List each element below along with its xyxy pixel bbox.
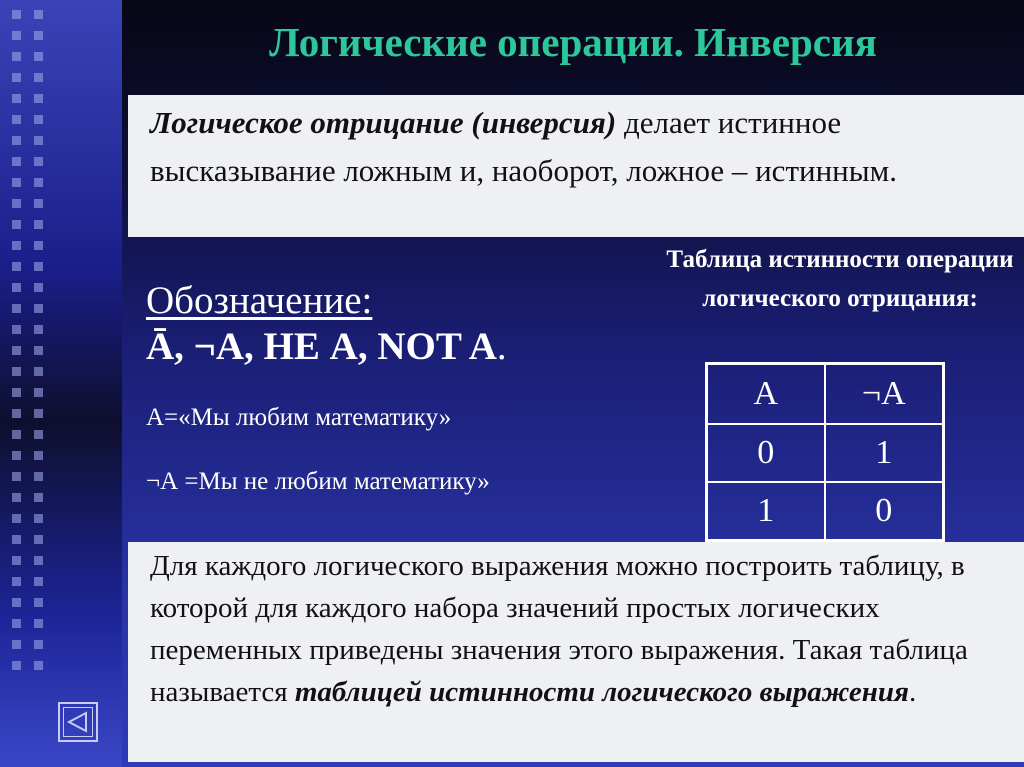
decorative-square <box>34 73 43 82</box>
decorative-square <box>34 10 43 19</box>
notation-list <box>146 324 507 369</box>
decorative-square <box>12 388 21 397</box>
decorative-square <box>34 220 43 229</box>
decorative-square <box>34 451 43 460</box>
cell-not-a: 0 <box>825 482 944 541</box>
cell-a: 0 <box>707 424 825 482</box>
decorative-square <box>12 178 21 187</box>
notation-title: Обозначение: <box>146 279 373 322</box>
decorative-square <box>12 220 21 229</box>
decorative-square <box>34 493 43 502</box>
definition-panel <box>128 95 1024 237</box>
decorative-square <box>34 430 43 439</box>
decorative-square <box>34 388 43 397</box>
summary-term: таблицей истинности логического выражения <box>294 676 909 708</box>
decorative-square <box>12 430 21 439</box>
notation-period: . <box>496 325 507 368</box>
decorative-square <box>34 367 43 376</box>
definition-rest: делает истинное высказывание ложным и, наоборот, ложное – истинным. <box>150 105 897 188</box>
decorative-square <box>12 241 21 250</box>
decorative-square <box>34 325 43 334</box>
decorative-square <box>34 262 43 271</box>
decorative-square <box>34 514 43 523</box>
summary-end: . <box>908 676 917 708</box>
decorative-square <box>12 262 21 271</box>
decorative-square <box>12 136 21 145</box>
decorative-square <box>12 73 21 82</box>
decorative-square <box>34 157 43 166</box>
decorative-square <box>12 598 21 607</box>
decorative-square <box>12 619 21 628</box>
truth-table-caption: Таблица истинности операции логического отрицания: <box>666 246 1014 312</box>
decorative-square <box>12 640 21 649</box>
slide-title: Логические операции. Инверсия <box>269 19 877 65</box>
decorative-square <box>34 178 43 187</box>
table-row <box>707 424 944 482</box>
back-button[interactable] <box>58 702 98 742</box>
table-header-row <box>707 364 944 425</box>
decorative-square <box>12 556 21 565</box>
decorative-square <box>12 304 21 313</box>
decorative-square <box>34 619 43 628</box>
decorative-square <box>34 115 43 124</box>
decorative-square <box>12 514 21 523</box>
decorative-square <box>34 556 43 565</box>
decorative-square <box>34 94 43 103</box>
cell-not-a: 1 <box>825 424 944 482</box>
decorative-square <box>12 535 21 544</box>
decorative-square <box>34 136 43 145</box>
decorative-square <box>34 661 43 670</box>
decorative-square <box>12 472 21 481</box>
notation-symbols: Ā, ¬А, НЕ А, NOT A <box>146 325 497 368</box>
decorative-square <box>12 493 21 502</box>
decorative-square <box>34 241 43 250</box>
decorative-square <box>12 283 21 292</box>
decorative-square <box>34 409 43 418</box>
decorative-square <box>12 577 21 586</box>
decorative-square <box>34 598 43 607</box>
decorative-square <box>12 10 21 19</box>
triangle-left-icon <box>60 704 96 740</box>
decorative-square <box>12 451 21 460</box>
decorative-square <box>12 325 21 334</box>
decorative-square <box>12 52 21 61</box>
decorative-square <box>34 31 43 40</box>
summary-body: Для каждого логического выражения можно построить таблицу, в которой для каждого набора значений простых логических переменных приведены значения этого выражения. Такая таблица называется <box>150 550 968 708</box>
decorative-square <box>12 94 21 103</box>
decorative-square <box>34 472 43 481</box>
example-statement: А=«Мы любим математику» <box>146 404 452 431</box>
decorative-square <box>12 367 21 376</box>
example-negation: ¬А =Мы не любим математику» <box>146 468 490 495</box>
header-not-a: ¬A <box>825 364 944 425</box>
definition-text <box>150 99 1010 195</box>
summary-panel <box>128 542 1024 762</box>
decorative-square <box>34 577 43 586</box>
summary-text <box>150 545 1010 713</box>
decorative-square <box>34 304 43 313</box>
cell-a: 1 <box>707 482 825 541</box>
decorative-square <box>34 640 43 649</box>
decorative-square <box>34 199 43 208</box>
decorative-square <box>12 199 21 208</box>
decorative-square <box>12 31 21 40</box>
decorative-square <box>34 283 43 292</box>
table-row <box>707 482 944 541</box>
definition-term: Логическое отрицание (инверсия) <box>150 105 617 140</box>
decorative-left-strip <box>0 0 122 767</box>
truth-table <box>705 362 945 542</box>
decorative-square <box>12 157 21 166</box>
decorative-square <box>12 661 21 670</box>
decorative-square <box>34 52 43 61</box>
decorative-square <box>34 346 43 355</box>
decorative-square <box>12 346 21 355</box>
decorative-square <box>12 409 21 418</box>
header-a: A <box>707 364 825 425</box>
decorative-square <box>34 535 43 544</box>
decorative-square <box>12 115 21 124</box>
